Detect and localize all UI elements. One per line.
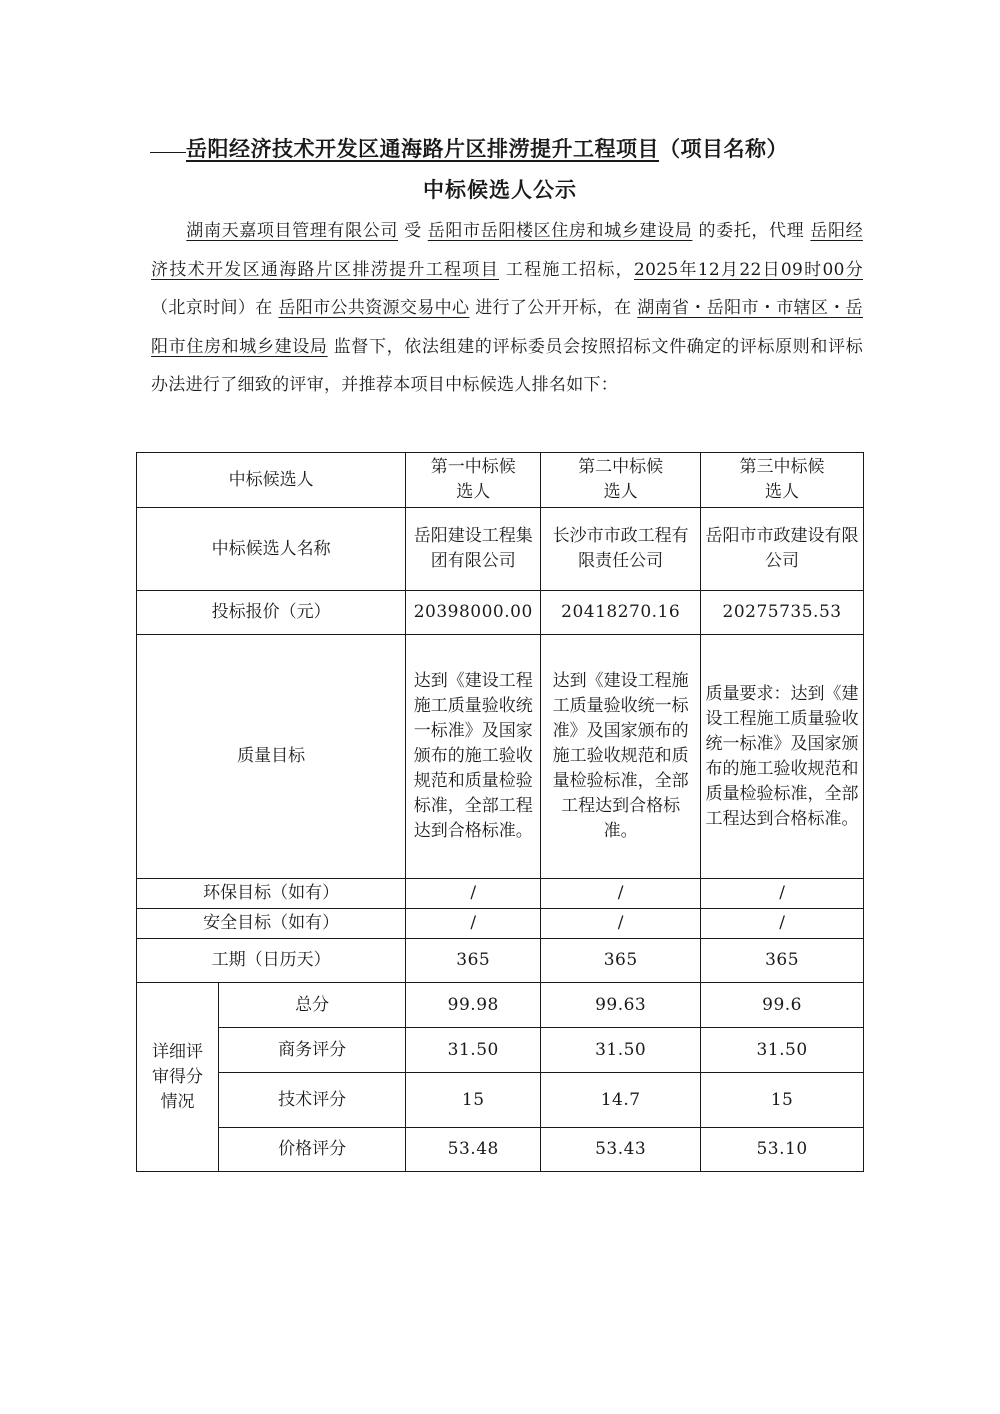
quality-c1: 达到《建设工程施工质量验收统一标准》及国家颁布的施工验收规范和质量检验标准，全部工程达到合格标准。 [406, 635, 541, 879]
score-c2: 53.43 [541, 1128, 701, 1172]
score-c1: 31.50 [406, 1028, 541, 1073]
period-c1: 365 [406, 939, 541, 983]
safety-c1: / [406, 909, 541, 939]
title-underline-lead [150, 133, 186, 153]
score-c1: 99.98 [406, 983, 541, 1028]
score-label: 商务评分 [218, 1028, 405, 1073]
score-label: 价格评分 [218, 1128, 405, 1172]
score-c3: 53.10 [701, 1128, 864, 1172]
table-row-period [137, 939, 864, 983]
project-name-inline: 岳阳经济技术开发区通海路片区排涝提升工程项目 [151, 221, 863, 280]
header-c2 [541, 453, 701, 508]
price-c2: 20418270.16 [541, 591, 701, 635]
name-label: 中标候选人名称 [137, 508, 406, 591]
page-subtitle: 中标候选人公示 [423, 177, 577, 202]
header-c3-text: 第三中标候选人 [739, 457, 825, 502]
venue: 岳阳市公共资源交易中心 [278, 298, 470, 318]
project-name-suffix: （项目名称） [659, 136, 788, 161]
period-label: 工期（日历天） [137, 939, 406, 983]
safety-c2: / [541, 909, 701, 939]
quality-label: 质量目标 [137, 635, 406, 879]
text: 工程施工招标， [505, 259, 634, 280]
text: （北京时间）在 [151, 298, 273, 318]
project-title [150, 133, 870, 163]
supervisor: 湖南省・岳阳市・市辖区・岳阳市住房和城乡建设局 [151, 298, 863, 357]
text: 的委托，代理 [698, 221, 805, 241]
score-label: 技术评分 [218, 1073, 405, 1128]
score-c3: 15 [701, 1073, 864, 1128]
header-c1-text: 第一中标候选人 [430, 457, 516, 502]
safety-label: 安全目标（如有） [137, 909, 406, 939]
table-row-name [137, 508, 864, 591]
quality-c2: 达到《建设工程施工质量验收统一标准》及国家颁布的施工验收规范和质量检验标准，全部工程达到合格标准。 [541, 635, 701, 879]
env-c2: / [541, 879, 701, 909]
table-row-price [137, 591, 864, 635]
score-group-label [137, 983, 219, 1172]
name-c2: 长沙市市政工程有限责任公司 [541, 508, 701, 591]
score-c3: 99.6 [701, 983, 864, 1028]
score-c2: 99.63 [541, 983, 701, 1028]
score-c3: 31.50 [701, 1028, 864, 1073]
score-c2: 14.7 [541, 1073, 701, 1128]
period-c2: 365 [541, 939, 701, 983]
score-label: 总分 [218, 983, 405, 1028]
quality-c3: 质量要求：达到《建设工程施工质量验收统一标准》及国家颁布的施工验收规范和质量检验标准，全部工程达到合格标准。 [701, 635, 864, 879]
period-c3: 365 [701, 939, 864, 983]
client-name: 岳阳市岳阳楼区住房和城乡建设局 [427, 221, 693, 241]
env-c1: / [406, 879, 541, 909]
opening-datetime: 2025年12月22日09时00分 [633, 259, 864, 280]
table-row-score-business [137, 1028, 864, 1073]
header-label: 中标候选人 [137, 453, 406, 508]
table-row-score-total [137, 983, 864, 1028]
table-row-env [137, 879, 864, 909]
header-c1 [406, 453, 541, 508]
agent-name: 湖南天嘉项目管理有限公司 [186, 221, 399, 241]
env-c3: / [701, 879, 864, 909]
project-name: 岳阳经济技术开发区通海路片区排涝提升工程项目 [186, 136, 659, 161]
text: 监督下，依法组建的评标委员会按照招标文件确定的评标原则和评标办法进行了细致的评审，并推荐本项目中标候选人排名如下： [151, 336, 863, 395]
score-c2: 31.50 [541, 1028, 701, 1073]
table-row-score-technical [137, 1073, 864, 1128]
candidates-table [136, 452, 864, 1172]
table-row-quality [137, 635, 864, 879]
intro-paragraph [151, 212, 863, 405]
env-label: 环保目标（如有） [137, 879, 406, 909]
text: 进行了公开开标，在 [475, 298, 632, 318]
score-c1: 53.48 [406, 1128, 541, 1172]
header-c2-text: 第二中标候选人 [578, 457, 664, 502]
table-row-safety [137, 909, 864, 939]
score-c1: 15 [406, 1073, 541, 1128]
safety-c3: / [701, 909, 864, 939]
name-c1: 岳阳建设工程集团有限公司 [406, 508, 541, 591]
price-c1: 20398000.00 [406, 591, 541, 635]
score-group-label-text: 详细评审得分情况 [151, 1041, 203, 1112]
text: 受 [404, 221, 422, 241]
header-c3 [701, 453, 864, 508]
price-label: 投标报价（元） [137, 591, 406, 635]
table-row-score-price [137, 1128, 864, 1172]
name-c3: 岳阳市市政建设有限公司 [701, 508, 864, 591]
price-c3: 20275735.53 [701, 591, 864, 635]
table-row-header [137, 453, 864, 508]
